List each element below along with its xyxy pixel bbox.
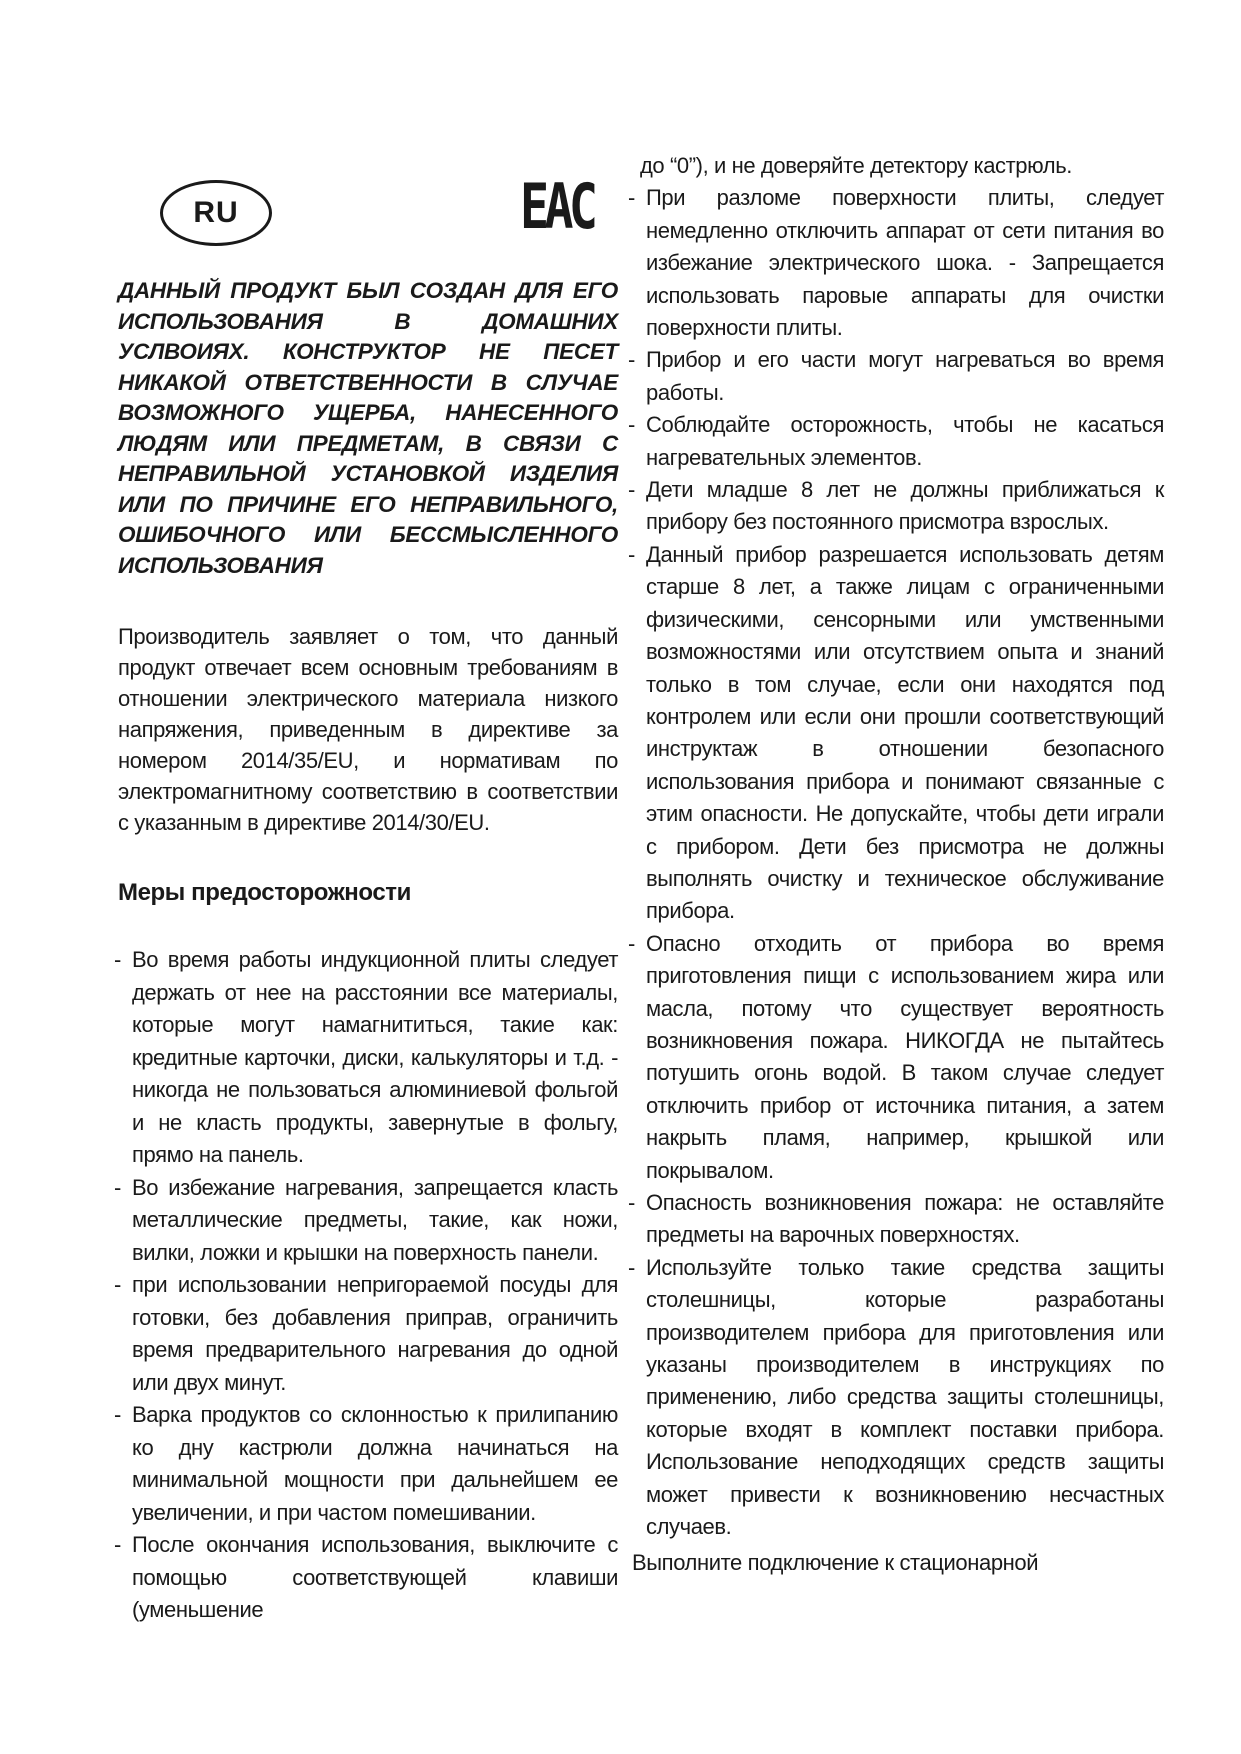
ru-language-badge (160, 180, 272, 246)
list-item-text: Во время работы индукционной плиты следует держать от нее на расстоянии все материалы, которые могут намагнититься, такие как: кредитные карточки, диски, калькуляторы и т.д. - никогда не пользоваться алюминиевой фольгой и не класть продукты, завернутые в фольгу, прямо на панель. (132, 947, 618, 1167)
installation-start-text: Выполните подключение к стационарной (632, 1550, 1039, 1576)
list-dash: - (114, 1402, 121, 1427)
precautions-list-right (628, 150, 1164, 1543)
list-item-text: Соблюдайте осторожность, чтобы не касаться нагревательных элементов. (646, 412, 1164, 470)
list-dash: - (114, 947, 121, 972)
list-dash: - (114, 1272, 121, 1297)
list-item (628, 182, 1164, 344)
list-item (114, 1172, 618, 1270)
list-dash: - (628, 185, 635, 211)
ru-badge-label: RU (193, 196, 239, 229)
list-dash: - (628, 412, 635, 438)
list-item-text: Опасно отходить от прибора во время приготовления пищи с использованием жира или масла, потому что существует вероятность возникновения пожара. НИКОГДА не пытайтесь потушить огонь водой. В таком случае следует отключить прибор от источника питания, а затем накрыть пламя, например, крышкой или покрывалом. (646, 930, 1164, 1183)
list-item (628, 474, 1164, 539)
list-dash: - (628, 477, 635, 503)
list-item (628, 344, 1164, 409)
list-dash: - (114, 1532, 121, 1557)
list-dash: - (628, 1254, 635, 1280)
list-item (114, 1269, 618, 1399)
list-item (628, 1252, 1164, 1544)
list-item-text: Данный прибор разрешается использовать детям старше 8 лет, а также лицам с ограниченными физическими, сенсорными или умственными возможностями или отсутствием опыта и знаний только в том случае, если они находятся под контролем или если они прошли соответствующий инструктаж в отношении безопасного использования прибора и понимают связанные с этим опасности. Не допускайте, чтобы дети играли с прибором. Дети без присмотра не должны выполнять очистку и техническое обслуживание прибора. (646, 541, 1164, 924)
list-item (114, 1399, 618, 1529)
list-item-text: Прибор и его части могут нагреваться во время работы. (646, 347, 1164, 405)
list-dash: - (628, 541, 635, 567)
precautions-heading: Меры предосторожности (118, 879, 412, 906)
list-item-text: Опасность возникновения пожара: не оставляйте предметы на варочных поверхностях. (646, 1190, 1164, 1248)
list-item-text: при использовании непригораемой посуды для готовки, без добавления приправ, ограничить время предварительного нагревания до одной или двух минут. (132, 1272, 618, 1395)
right-column (628, 150, 1164, 1600)
list-item (114, 944, 618, 1172)
list-item-text: Варка продуктов со склонностью к прилипанию ко дну кастрюли должна начинаться на минимальной мощности при дальнейшем ее увеличении, и при частом помешивании. (132, 1402, 618, 1525)
list-item (628, 539, 1164, 928)
list-item-continuation (632, 150, 1164, 182)
liability-disclaimer: ДАННЫЙ ПРОДУКТ БЫЛ СОЗДАН ДЛЯ ЕГО ИСПОЛЬЗОВАНИЯ В ДОМАШНИХ УСЛВОИЯХ. КОНСТРУКТОР НЕ ПЕСЕТ НИКАКОЙ ОТВЕТСТВЕННОСТИ В СЛУЧАЕ ВОЗМОЖНОГО УЩЕРБА, НАНЕСЕННОГО ЛЮДЯМ ИЛИ ПРЕДМЕТАМ, В СВЯЗИ С НЕПРАВИЛЬНОЙ УСТАНОВКОЙ ИЗДЕЛИЯ ИЛИ ПО ПРИЧИНЕ ЕГО НЕПРАВИЛЬНОГО, ОШИБОЧНОГО ИЛИ БЕССМЫСЛЕННОГО ИСПОЛЬЗОВАНИЯ (118, 278, 618, 578)
list-dash: - (628, 1190, 635, 1215)
list-item (628, 1187, 1164, 1252)
list-item-text: Во избежание нагревания, запрещается класть металлические предметы, такие, как ножи, вилки, ложки и крышки на поверхность панели. (132, 1174, 618, 1265)
list-dash: - (628, 930, 635, 956)
list-item-text: Дети младше 8 лет не должны приближаться к прибору без постоянного присмотра взрослых. (646, 477, 1164, 535)
list-item (628, 928, 1164, 1187)
list-item-text: При разломе поверхности плиты, следует немедленно отключить аппарат от сети питания во избежание электрического шока. - Запрещается использовать паровые аппараты для очистки поверхности плиты. (646, 185, 1164, 341)
precautions-list-left (114, 944, 618, 1627)
list-item-text: После окончания использования, выключите с помощью соответствующей клавиши (уменьшение (132, 1532, 618, 1622)
list-item (628, 409, 1164, 474)
list-item (114, 1529, 618, 1627)
conformity-declaration: Производитель заявляет о том, что данный продукт отвечает всем основным требованиям в отношении электрического материала низкого напряжения, приведенным в директиве за номером 2014/35/EU, и нормативам по электромагнитному соответствию в соответствии с указанным в директиве 2014/30/EU. (118, 624, 618, 835)
list-item-text: до “0”), и не доверяйте детектору кастрюль. (640, 153, 1072, 178)
left-column (114, 276, 618, 1627)
list-dash: - (628, 347, 635, 373)
list-dash: - (114, 1174, 121, 1200)
list-item-text: Используйте только такие средства защиты столешницы, которые разработаны производителем прибора для приготовления или указаны производителем в инструкциях по применению, либо средства защиты столешницы, которые входят в комплект поставки прибора. Использование неподходящих средств защиты может привести к возникновению несчастных случаев. (646, 1254, 1164, 1540)
eac-certification-mark: EAC (520, 170, 594, 243)
